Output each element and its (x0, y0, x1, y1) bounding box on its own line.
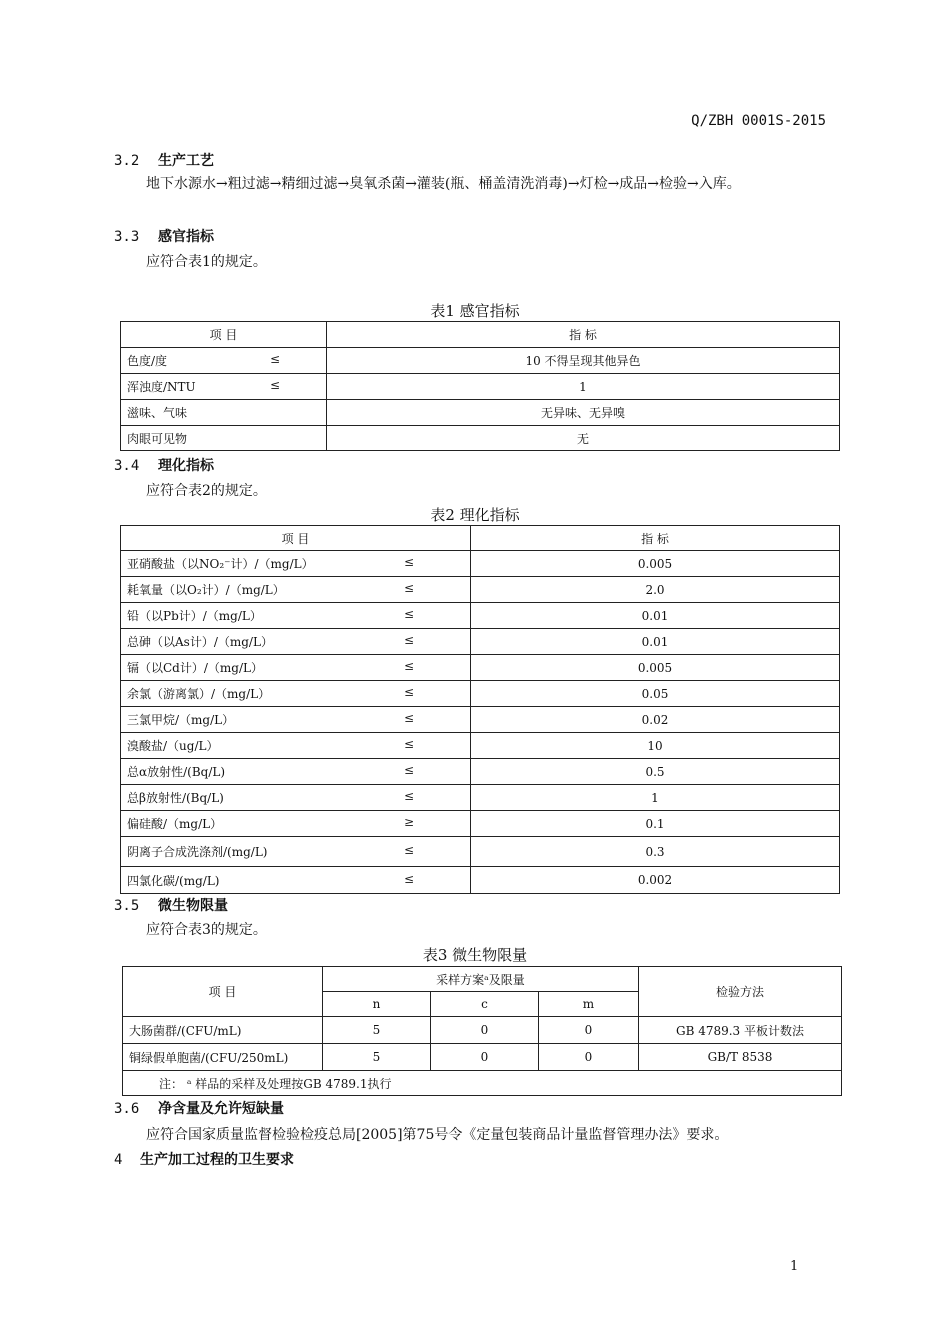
n-cell: 5 (323, 1017, 431, 1044)
table-row (121, 759, 840, 785)
table-row (121, 426, 840, 451)
header-cell-item: 项 目 (121, 322, 327, 348)
comparison-operator: ≤ (403, 711, 414, 725)
section-number: 3.2 (114, 153, 140, 169)
section-4-heading (114, 1149, 294, 1169)
item-cell (121, 733, 471, 759)
value-cell: 0.005 (471, 655, 840, 681)
item-label: 三氯甲烷/（mg/L） (127, 713, 235, 727)
value-cell: 0.005 (471, 551, 840, 577)
value-cell: 0.5 (471, 759, 840, 785)
section-3-5-text: 应符合表3的规定。 (146, 922, 267, 938)
table-row (123, 1044, 842, 1071)
table-row (121, 837, 840, 867)
comparison-operator: ≤ (403, 607, 414, 621)
item-cell (121, 811, 471, 837)
header-cell-item: 项 目 (123, 967, 323, 1017)
item-cell (121, 681, 471, 707)
section-number: 3.3 (114, 229, 140, 245)
section-number: 3.5 (114, 898, 140, 914)
table1-sensory (120, 321, 840, 451)
header-cell-method: 检验方法 (639, 967, 842, 1017)
item-cell (121, 603, 471, 629)
table-row (121, 348, 840, 374)
item-cell (121, 655, 471, 681)
table-row (121, 577, 840, 603)
table-row (121, 707, 840, 733)
item-cell (121, 577, 471, 603)
m-cell: 0 (539, 1044, 639, 1071)
section-3-5-heading (114, 895, 228, 915)
item-label: 铅（以Pb计）/（mg/L） (127, 609, 262, 623)
value-cell: 10 (471, 733, 840, 759)
item-cell: 铜绿假单胞菌/(CFU/250mL) (123, 1044, 323, 1071)
item-cell (121, 867, 471, 894)
table-note: 注： ᵃ 样品的采样及处理按GB 4789.1执行 (123, 1071, 842, 1096)
section-title: 净含量及允许短缺量 (158, 1101, 284, 1117)
comparison-operator: ≤ (403, 789, 414, 803)
table-row (121, 811, 840, 837)
item-cell (121, 629, 471, 655)
value-cell: 0.1 (471, 811, 840, 837)
comparison-operator: ≤ (403, 685, 414, 699)
header-cell-m: m (539, 992, 639, 1017)
header-cell-item: 项 目 (121, 526, 471, 551)
item-label: 溴酸盐/（ug/L） (127, 739, 219, 753)
comparison-operator: ≤ (403, 737, 414, 751)
item-label: 亚硝酸盐（以NO₂⁻计）/（mg/L） (127, 557, 314, 571)
section-3-6-text: 应符合国家质量监督检验检疫总局[2005]第75号令《定量包装商品计量监督管理办法》要求。 (146, 1127, 729, 1143)
m-cell: 0 (539, 1017, 639, 1044)
header-cell-indicator: 指 标 (471, 526, 840, 551)
value-cell: 无异味、无异嗅 (327, 400, 840, 426)
item-label: 总α放射性/(Bq/L) (127, 765, 226, 779)
value-cell: 0.01 (471, 603, 840, 629)
section-3-3-heading (114, 226, 214, 246)
table-row (121, 374, 840, 400)
section-number: 3.4 (114, 458, 140, 474)
item-label: 镉（以Cd计）/（mg/L） (127, 661, 263, 675)
table2-caption: 表2 理化指标 (430, 506, 520, 524)
section-number: 4 (114, 1152, 123, 1168)
table-header-row (121, 526, 840, 551)
section-title: 生产工艺 (158, 153, 214, 169)
item-label: 总β放射性/(Bq/L) (127, 791, 224, 805)
comparison-operator: ≤ (403, 843, 414, 857)
table-row (121, 551, 840, 577)
section-3-6-heading (114, 1098, 284, 1118)
document-code: Q/ZBH 0001S-2015 (691, 113, 826, 129)
table-row (121, 681, 840, 707)
comparison-operator: ≤ (403, 555, 414, 569)
section-title: 感官指标 (158, 229, 214, 245)
table3-caption: 表3 微生物限量 (422, 946, 528, 964)
table-row (121, 867, 840, 894)
section-3-2-heading (114, 150, 214, 170)
section-3-4-heading (114, 455, 214, 475)
section-title: 微生物限量 (158, 898, 228, 914)
table-note-row (123, 1071, 842, 1096)
item-label: 四氯化碳/(mg/L) (127, 873, 220, 888)
table-row (121, 785, 840, 811)
header-cell-n: n (323, 992, 431, 1017)
comparison-operator: ≤ (403, 633, 414, 647)
section-3-4-text: 应符合表2的规定。 (146, 483, 267, 499)
table-row (121, 733, 840, 759)
table-row (121, 655, 840, 681)
value-cell: 0.02 (471, 707, 840, 733)
value-cell: 1 (471, 785, 840, 811)
table1-caption: 表1 感官指标 (430, 302, 520, 320)
process-flow-text: 地下水源水→粗过滤→精细过滤→臭氧杀菌→灌装(瓶、桶盖清洗消毒)→灯检→成品→检验→入库。 (146, 176, 741, 192)
table-row (123, 1017, 842, 1044)
table-header-row (123, 967, 842, 992)
header-cell-sampling: 采样方案ᵃ及限量 (323, 967, 639, 992)
section-title: 生产加工过程的卫生要求 (140, 1152, 294, 1168)
comparison-operator: ≤ (403, 659, 414, 673)
table-row (121, 629, 840, 655)
item-cell (121, 785, 471, 811)
comparison-operator: ≥ (403, 815, 414, 829)
page-number: 1 (790, 1259, 799, 1274)
c-cell: 0 (431, 1017, 539, 1044)
c-cell: 0 (431, 1044, 539, 1071)
table-header-row (121, 322, 840, 348)
header-cell-c: c (431, 992, 539, 1017)
item-label: 阴离子合成洗涤剂/(mg/L) (127, 845, 268, 859)
item-label: 余氯（游离氯）/（mg/L） (127, 687, 271, 701)
value-cell: 0.01 (471, 629, 840, 655)
comparison-operator: ≤ (403, 763, 414, 777)
section-title: 理化指标 (158, 458, 214, 474)
table2-physicochemical (120, 525, 840, 894)
item-cell: 滋味、气味 (121, 400, 327, 426)
item-label: 耗氧量（以O₂计）/（mg/L） (127, 583, 285, 597)
item-cell (121, 837, 471, 867)
item-cell: 色度/度 ≤ (121, 348, 327, 374)
value-cell: 0.002 (471, 867, 840, 894)
value-cell: 0.3 (471, 837, 840, 867)
method-cell: GB 4789.3 平板计数法 (639, 1017, 842, 1044)
item-cell: 肉眼可见物 (121, 426, 327, 451)
method-cell: GB/T 8538 (639, 1044, 842, 1071)
value-cell: 0.05 (471, 681, 840, 707)
section-3-3-text: 应符合表1的规定。 (146, 254, 267, 270)
header-cell-indicator: 指 标 (327, 322, 840, 348)
value-cell: 10 不得呈现其他异色 (327, 348, 840, 374)
table-row (121, 400, 840, 426)
table3-microbial (122, 966, 842, 1096)
value-cell: 2.0 (471, 577, 840, 603)
value-cell: 无 (327, 426, 840, 451)
item-label: 总砷（以As计）/（mg/L） (127, 635, 273, 649)
n-cell: 5 (323, 1044, 431, 1071)
value-cell: 1 (327, 374, 840, 400)
table-row (121, 603, 840, 629)
item-cell (121, 759, 471, 785)
comparison-operator: ≤ (403, 871, 414, 886)
section-number: 3.6 (114, 1101, 140, 1117)
item-cell: 大肠菌群/(CFU/mL) (123, 1017, 323, 1044)
comparison-operator: ≤ (403, 581, 414, 595)
item-cell: 浑浊度/NTU ≤ (121, 374, 327, 400)
item-cell (121, 707, 471, 733)
item-label: 偏硅酸/（mg/L） (127, 817, 223, 831)
item-cell (121, 551, 471, 577)
